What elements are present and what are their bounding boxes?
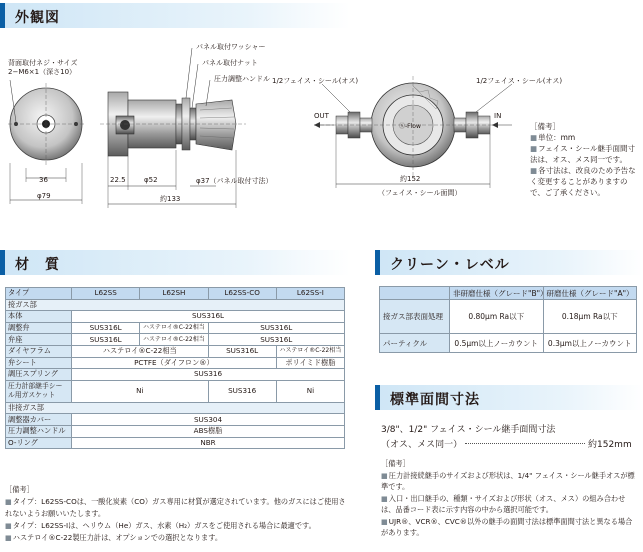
cell: 0.5μm以上ノーカウント <box>450 334 544 353</box>
clean-level-title: クリーン・レベル <box>390 257 510 273</box>
external-view-title: 外観図 <box>15 10 60 26</box>
face-seal-left-label: 1/2フェイス・シール(オス) <box>272 77 359 85</box>
external-remark-2: ■ フェイス・シール継手面間寸法は、オス、メス同一です。 <box>530 143 640 165</box>
row-label: パーティクル <box>380 334 450 353</box>
handle-label: 圧力調整ハンドル <box>214 75 270 83</box>
dim-133: 約133 <box>160 195 181 203</box>
row-label: 調整弁 <box>6 322 72 334</box>
row-label: O-リング <box>6 437 72 449</box>
materials-col-l62sh: L62SH <box>140 288 208 300</box>
table-row <box>380 334 637 353</box>
cell: PCTFE（ダイフロン®） <box>72 357 277 369</box>
materials-table <box>5 287 345 449</box>
panel-washer-label: パネル取付ワッシャー <box>196 43 266 51</box>
cell: ポリイミド樹脂 <box>276 357 344 369</box>
cell: ハステロイ®C-22相当 <box>140 322 208 334</box>
dim-52: φ52 <box>144 176 158 184</box>
panel-nut-label: パネル取付ナット <box>202 59 258 67</box>
clean-col-grade-a: 研磨仕様（グレード"A"） <box>543 287 637 300</box>
table-row <box>6 345 345 357</box>
cell: SUS316L <box>208 345 276 357</box>
materials-remarks <box>5 484 350 544</box>
row-label: 圧力計部継手シール用ガスケット <box>6 380 72 402</box>
standard-remarks-title: ［備考］ <box>381 459 410 468</box>
dim-79: φ79 <box>37 192 51 200</box>
panel-screw-size-label: 2−M6×1（深さ10） <box>8 68 77 76</box>
face-seal-right-label: 1/2フェイス・シール(オス) <box>476 77 563 85</box>
cell: ハステロイ®C-22相当 <box>72 345 209 357</box>
standard-remark-2: ■ 入口・出口継手の、種類・サイズおよび形状（オス、メス）の組み合わせは、品番コード表に示す内容の中から選択可能です。 <box>381 493 639 516</box>
standard-dims-line2-right: 約152mm <box>588 440 632 450</box>
row-label: 弁シート <box>6 357 72 369</box>
clean-col-blank <box>380 287 450 300</box>
materials-header-row <box>6 288 345 300</box>
materials-header <box>0 250 350 275</box>
standard-remark-3: ■ UJR®、VCR®、CVC®以外の継手の面間寸法は標準面間寸法と異なる場合があります。 <box>381 516 639 539</box>
external-remarks-title: ［備考］ <box>530 122 560 131</box>
cell: SUS304 <box>72 414 345 426</box>
cell: SUS316L <box>72 311 345 323</box>
wetted-group-label: 接ガス部 <box>6 299 345 311</box>
table-row <box>6 402 345 414</box>
cell: 0.80μm Ra以下 <box>450 300 544 334</box>
in-label: IN <box>494 112 502 120</box>
row-label: 弁座 <box>6 334 72 346</box>
table-row <box>6 425 345 437</box>
table-row <box>6 414 345 426</box>
external-remarks <box>530 121 640 198</box>
clean-level-header <box>375 250 643 275</box>
standard-dims-line2-left: （オス、メス同一） <box>381 440 463 450</box>
row-label: ダイヤフラム <box>6 345 72 357</box>
front-view <box>314 76 512 188</box>
dim-37: φ37（パネル取付寸法） <box>196 177 273 185</box>
cell: SUS316 <box>208 380 276 402</box>
table-row <box>6 334 345 346</box>
row-label: 調整器カバー <box>6 414 72 426</box>
materials-remarks-title: ［備考］ <box>5 485 34 494</box>
materials-title: 材 質 <box>15 257 60 273</box>
row-label: 本体 <box>6 311 72 323</box>
face-seal-center-label: （フェイス・シール面間） <box>378 189 462 197</box>
dim-22-5: 22.5 <box>110 176 126 184</box>
clean-header-row <box>380 287 637 300</box>
cell: SUS316L <box>208 334 345 346</box>
row-label: 接ガス部表面処理 <box>380 300 450 334</box>
materials-remark-1: ■ タイプ：L62SS-COは、一酸化炭素（CO）ガス専用に材質が選定されています。他のガスにはご使用されないようお願いいたします。 <box>5 496 350 520</box>
cell: 0.18μm Ra以下 <box>543 300 637 334</box>
materials-remark-2: ■ タイプ：L62SS-Iは、ヘリウム（He）ガス、水素（H₂）ガスをご使用される場合に最適です。 <box>5 520 350 532</box>
cell: NBR <box>72 437 345 449</box>
table-row <box>380 300 637 334</box>
cell: ABS樹脂 <box>72 425 345 437</box>
cell: ハステロイ®C-22相当 <box>276 345 344 357</box>
dim-36: 36 <box>39 176 48 184</box>
non-wetted-group-label: 非接ガス部 <box>6 402 345 414</box>
materials-col-l62ss-co: L62SS-CO <box>208 288 276 300</box>
external-view-header <box>0 3 350 28</box>
row-label: 調圧スプリング <box>6 369 72 381</box>
table-row <box>6 311 345 323</box>
standard-dims-leader <box>465 443 585 444</box>
clean-col-grade-b: 非研磨仕様（グレード"B"） <box>450 287 544 300</box>
panel-screw-label: 背面取付ネジ・サイズ <box>8 59 78 67</box>
logo-label: Ⓢ-Flow <box>399 123 421 130</box>
standard-dims-line1: 3/8"、1/2" フェイス・シール継手面間寸法 <box>381 425 556 435</box>
table-row <box>6 299 345 311</box>
materials-remark-3: ■ ハステロイ®C-22製圧力計は、オプションでの選択となります。 <box>5 532 350 544</box>
materials-col-l62ss-i: L62SS-I <box>276 288 344 300</box>
clean-level-table <box>379 286 637 353</box>
cell: SUS316L <box>208 322 345 334</box>
standard-dims-header <box>375 385 643 410</box>
cell: SUS316L <box>72 334 140 346</box>
standard-remark-1: ■ 圧力計接続継手のサイズおよび形状は、1/4" フェイス・シール継手オスが標準です。 <box>381 470 639 493</box>
back-view <box>8 80 84 204</box>
table-row <box>6 380 345 402</box>
dim-152: 約152 <box>400 175 421 183</box>
cell: Ni <box>276 380 344 402</box>
materials-col-l62ss: L62SS <box>72 288 140 300</box>
cell: 0.3μm以上ノーカウント <box>543 334 637 353</box>
external-remark-3: ■ 各寸法は、改良のため予告なく変更することがありますので、ご了承ください。 <box>530 165 640 198</box>
materials-col-type: タイプ <box>6 288 72 300</box>
cell: Ni <box>72 380 209 402</box>
external-remark-1: ■ 単位：mm <box>530 132 640 143</box>
cell: SUS316L <box>72 322 140 334</box>
standard-dims-title: 標準面間寸法 <box>390 392 480 408</box>
out-label: OUT <box>314 112 329 120</box>
standard-dims-remarks <box>381 458 639 539</box>
table-row <box>6 357 345 369</box>
cell: SUS316 <box>72 369 345 381</box>
table-row <box>6 369 345 381</box>
table-row <box>6 322 345 334</box>
row-label: 圧力調整ハンドル <box>6 425 72 437</box>
cell: ハステロイ®C-22相当 <box>140 334 208 346</box>
table-row <box>6 437 345 449</box>
